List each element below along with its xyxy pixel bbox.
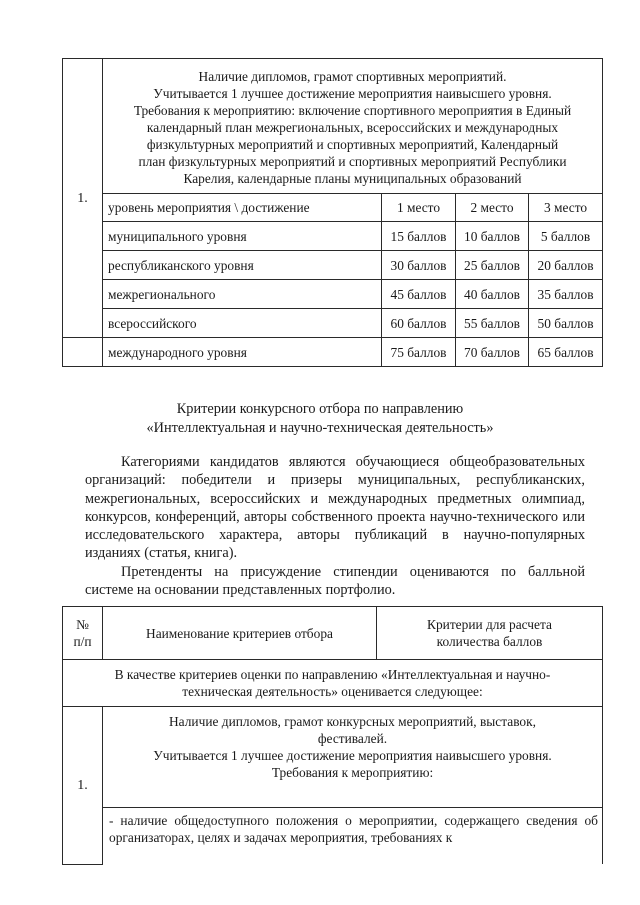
points-cell: 35 баллов	[529, 280, 603, 309]
column-header-number	[63, 607, 103, 660]
description-line: Наличие дипломов, грамот спортивных мероприятий.	[198, 69, 507, 84]
points-cell: 45 баллов	[382, 280, 456, 309]
section-title-line: Критерии конкурсного отбора по направлению	[176, 401, 464, 417]
intro-line: техническая деятельность» оценивается следующее:	[182, 684, 483, 699]
level-cell: муниципального уровня	[103, 222, 382, 251]
points-cell: 40 баллов	[456, 280, 529, 309]
points-cell: 75 баллов	[382, 338, 456, 367]
table-row	[63, 808, 603, 865]
table-row	[63, 222, 603, 251]
table-header-row	[63, 607, 603, 660]
column-header-criteria	[377, 607, 603, 660]
points-cell: 10 баллов	[456, 222, 529, 251]
table-row	[63, 660, 603, 707]
intellectual-criteria-table	[62, 606, 603, 865]
level-cell: международного уровня	[103, 338, 382, 367]
points-cell: 5 баллов	[529, 222, 603, 251]
row-number-cell: 1.	[63, 59, 103, 338]
column-header-place-2: 2 место	[456, 194, 529, 222]
level-cell: всероссийского	[103, 309, 382, 338]
requirement-text: - наличие общедоступного положения о мероприятии, содержащего сведения об организаторах, целях и задачах мероприятия, требованиях к	[109, 813, 598, 845]
column-header-name: Наименование критериев отбора	[103, 607, 377, 660]
intro-line: В качестве критериев оценки по направлению «Интеллектуальная и научно-	[114, 667, 551, 682]
row-number-cell: 1.	[63, 707, 103, 865]
header-line: количества баллов	[436, 634, 543, 649]
table-header-row	[63, 194, 603, 222]
item-description-cell	[103, 707, 603, 808]
column-header-level: уровень мероприятия \ достижение	[103, 194, 382, 222]
table-row	[63, 251, 603, 280]
description-line: план физкультурных мероприятий и спортивных мероприятий Республики	[138, 154, 567, 169]
description-line: Учитывается 1 лучшее достижение мероприятия наивысшего уровня.	[153, 86, 552, 101]
sports-achievements-table	[62, 58, 603, 367]
points-cell: 55 баллов	[456, 309, 529, 338]
description-line: физкультурных мероприятий и спортивных мероприятий, Календарный	[146, 137, 559, 152]
level-cell: межрегионального	[103, 280, 382, 309]
item-line: Требования к мероприятию:	[271, 765, 434, 780]
section-title-line: «Интеллектуальная и научно-техническая деятельность»	[146, 420, 494, 436]
section-title	[40, 400, 600, 438]
description-line: Карелия, календарные планы муниципальных образований	[183, 171, 522, 186]
requirement-cell	[103, 808, 603, 865]
table-row	[63, 707, 603, 808]
body-text	[85, 453, 585, 599]
points-cell: 20 баллов	[529, 251, 603, 280]
sports-criteria-description	[103, 59, 603, 194]
table-row	[63, 59, 603, 194]
paragraph-evaluation: Претенденты на присуждение стипендии оцениваются по балльной системе на основании представленных портфолио.	[85, 563, 585, 599]
column-header-place-1: 1 место	[382, 194, 456, 222]
level-cell: республиканского уровня	[103, 251, 382, 280]
requirement-clip	[103, 808, 602, 864]
header-line: №	[76, 617, 89, 632]
table-row	[63, 309, 603, 338]
points-cell: 50 баллов	[529, 309, 603, 338]
table-row	[63, 280, 603, 309]
points-cell: 65 баллов	[529, 338, 603, 367]
points-cell: 60 баллов	[382, 309, 456, 338]
header-line: п/п	[73, 634, 92, 649]
description-line: Требования к мероприятию: включение спортивного мероприятия в Единый	[133, 103, 572, 118]
points-cell: 70 баллов	[456, 338, 529, 367]
points-cell: 30 баллов	[382, 251, 456, 280]
item-line: Наличие дипломов, грамот конкурсных мероприятий, выставок,	[169, 714, 536, 729]
description-line: календарный план межрегиональных, всероссийских и международных	[146, 120, 559, 135]
points-cell: 25 баллов	[456, 251, 529, 280]
item-line: фестивалей.	[317, 731, 388, 746]
item-line: Учитывается 1 лучшее достижение мероприятия наивысшего уровня.	[153, 748, 552, 763]
points-cell: 15 баллов	[382, 222, 456, 251]
criteria-intro-cell	[63, 660, 603, 707]
column-header-place-3: 3 место	[529, 194, 603, 222]
paragraph-candidates: Категориями кандидатов являются обучающиеся общеобразовательных организаций: победители и призеры муниципальных, республиканских, межрегиональных, всероссийских и международных предметных олимпиад, конкурсов, конференций, авторы собственного проекта научно-технического или исследовательского характера, авторы публикаций в научно-популярных изданиях (статья, книга).	[85, 454, 585, 562]
header-line: Критерии для расчета	[427, 617, 552, 632]
table-row	[63, 338, 603, 367]
